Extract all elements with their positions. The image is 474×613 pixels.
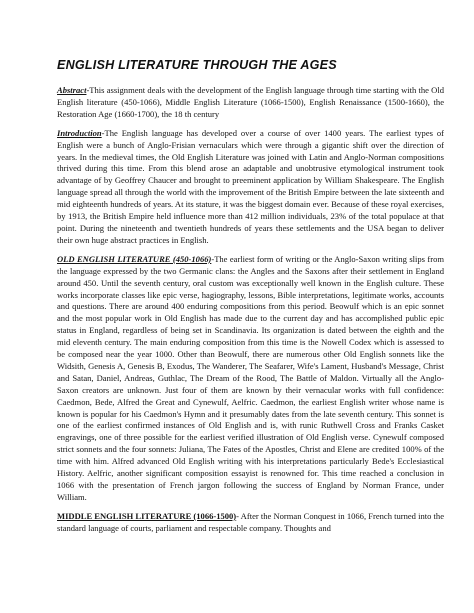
abstract-text: -This assignment deals with the development of the English language through time starting with the Old English literature (450-1066), Middle English Literature (1066-1500), English Renaissance (1500-1660), the Restoration Age (1660-1700), the 18 th century xyxy=(57,85,444,119)
abstract-label: Abstract xyxy=(57,85,87,95)
middle-english-paragraph xyxy=(57,511,444,535)
introduction-text: -The English language has developed over a course of over 1400 years. The earliest types of English were a bunch of Anglo-Frisian vernaculars which were through a gigantic shift over the direction of years. In the medieval times, the Old English Literature was joined with Latin and Anglo-Norman compositions thrived during this time. From this blend arose an adaptable and unobtrusive etymological instrument took advantage of by Geoffrey Chaucer and brought to preeminent application by William Shakespeare. The English language spread all through the world with the improvement of the British Empire between the late sixteenth and mid eighteenth hundreds of years. At its stature, it was the biggest domain ever. Because of these royal exercises, by 1913, the British Empire held influence more than 412 million individuals, 23% of the total populace at that point. During the nineteenth and twentieth hundreds of years these settlements and the USA began to deliver their own huge abstract practices in English. xyxy=(57,127,444,245)
introduction-label: Introduction xyxy=(57,127,102,138)
old-english-label: OLD ENGLISH LITERATURE (450-1066) xyxy=(57,253,212,264)
old-english-text: -The earliest form of writing or the Anglo-Saxon writing slips from the language expressed by the two Germanic clans: the Angles and the Saxons after their settlement in England around 450. Until the seventh century, oral custom was exceptionally well known in the English culture. These works incorporate classes like epic verse, hagiography, lessons, Bible interpretations, legitimate works, accounts and questions. There are around 400 enduring compositions from this period. Beowulf which is an epic sonnet and the most popular work in Old English has made due to the current day and has accomplished public epic status in England, regardless of being set in Scandinavia. Its organization is dated between the eighth and the mid eleventh century. The main enduring composition from this time is the Nowell Codex which is assessed to be composed near the year 1000. Other than Beowulf, there are numerous other Old English sonnets like the Widsith, Genesis A, Genesis B, Exodus, The Wanderer, The Seafarer, Wife's Lament, Husband's Message, Christ and Satan, Daniel, Andreas, Guthlac, The Dream of the Rood, The Battle of Maldon. Virtually all the Anglo-Saxon creators are unknown. Just four of them are known by their vernacular works with full confidence: Caedmon, Bede, Alfred the Great and Cynewulf, Aelfric. Caedmon, the earliest English writer whose name is known is popular for his Caedmon's Hymn and it presumably dates from the late seventh century. This sonnet is one of the earliest confirmed instances of Old English and is, with runic Ruthwell Cross and Franks Casket engravings, one of three possible for the earliest verified illustration of Old English verse. Cynewulf composed strict sonnets and the four sonnets: Juliana, The Fates of the Apostles, Christ and Elene are credited 100% of the time with him. Alfred advanced Old English writing with his interpretations particularly Bede's Ecclesiastical History. Aelfric, another significant composition essayist is renowned for. This time reached a conclusion in 1066 with the presentation of French jargon following the success of England by Norman France, under William. xyxy=(57,253,444,502)
middle-english-label: MIDDLE ENGLISH LITERATURE (1066-1500) xyxy=(57,510,237,521)
document-title: ENGLISH LITERATURE THROUGH THE AGES xyxy=(57,58,337,72)
introduction-paragraph xyxy=(57,128,444,247)
middle-english-text: - After the Norman Conquest in 1066, French turned into the standard language of courts, parliament and respectable company. Thoughts and xyxy=(57,510,444,533)
abstract-paragraph xyxy=(57,85,444,121)
old-english-paragraph xyxy=(57,254,444,504)
